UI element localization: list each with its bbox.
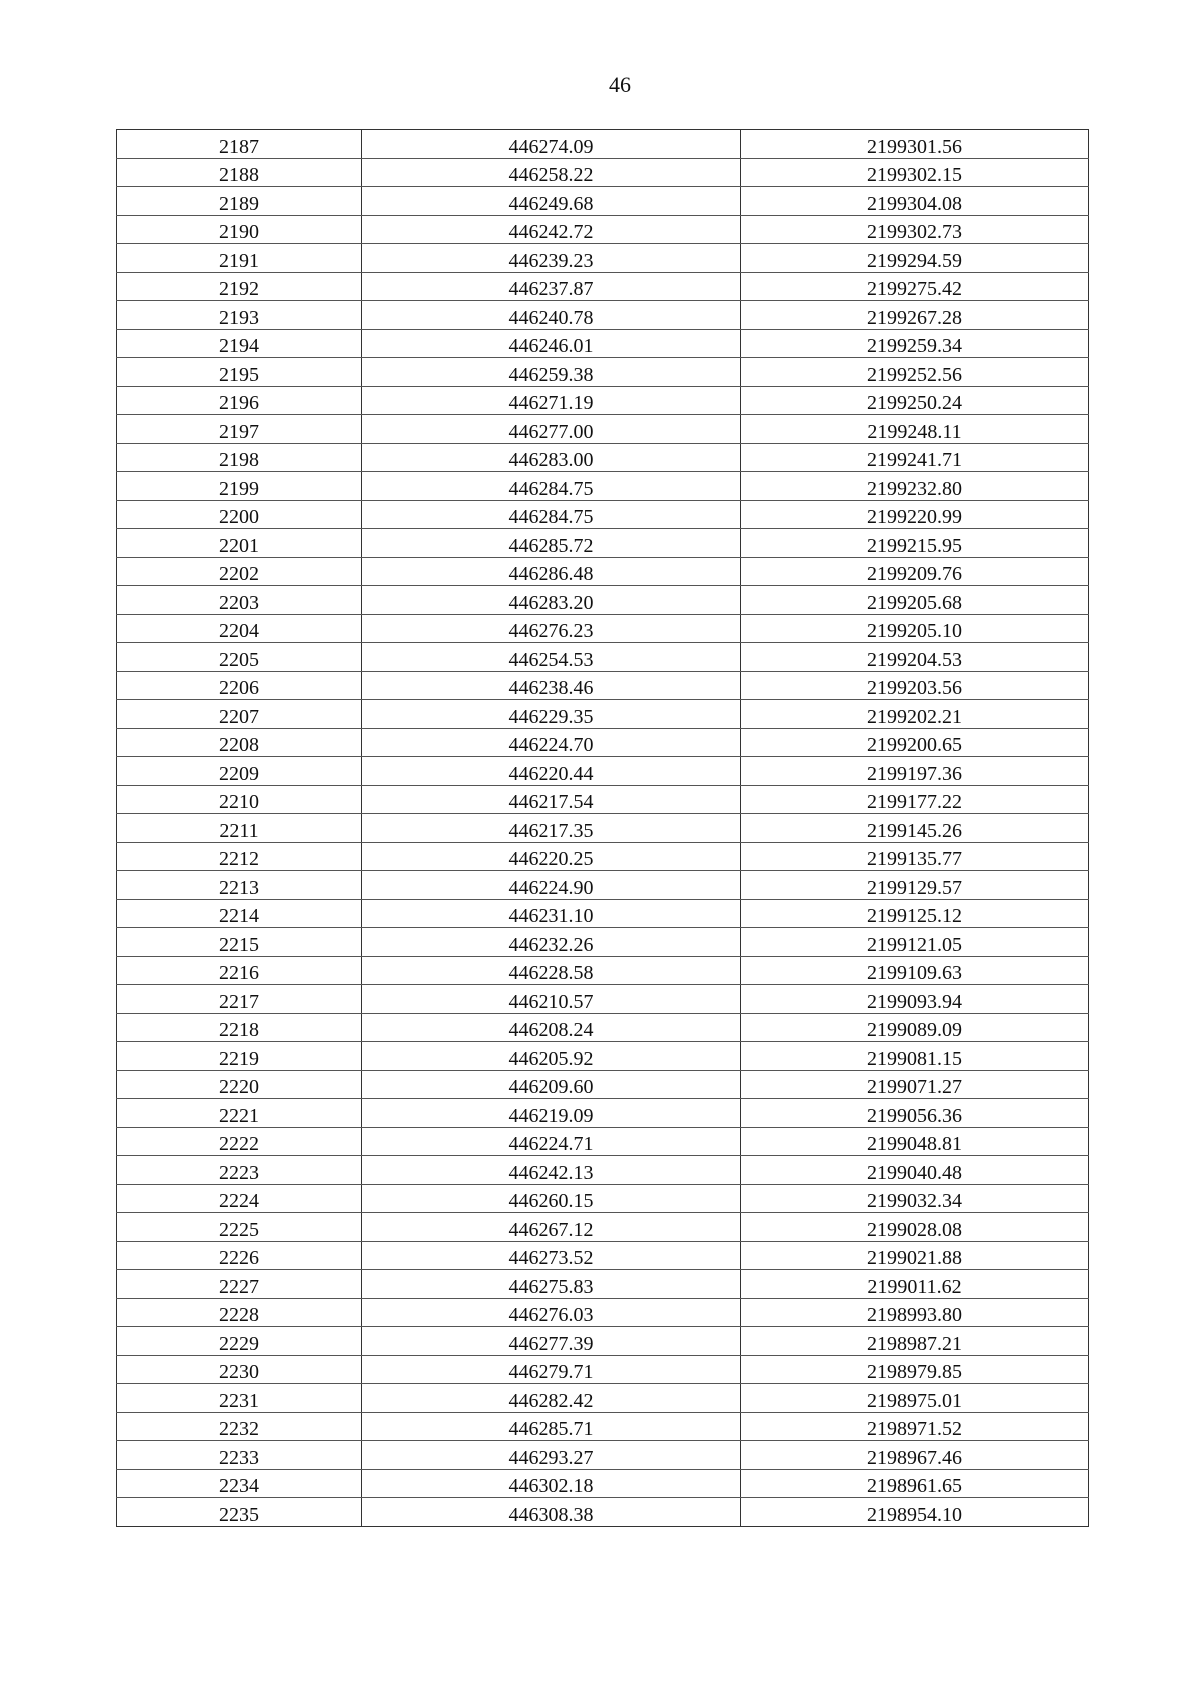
x-coordinate-cell: 446219.09 — [362, 1099, 741, 1128]
point-number-cell: 2211 — [117, 814, 362, 843]
y-coordinate-cell: 2199205.68 — [741, 586, 1089, 615]
y-coordinate-cell: 2198993.80 — [741, 1298, 1089, 1327]
y-coordinate-cell: 2199056.36 — [741, 1099, 1089, 1128]
table-row — [117, 1042, 1089, 1071]
table-row — [117, 1156, 1089, 1185]
y-coordinate-cell: 2199200.65 — [741, 728, 1089, 757]
point-number-cell: 2189 — [117, 187, 362, 216]
x-coordinate-cell: 446259.38 — [362, 358, 741, 387]
x-coordinate-cell: 446273.52 — [362, 1241, 741, 1270]
x-coordinate-cell: 446282.42 — [362, 1384, 741, 1413]
point-number-cell: 2226 — [117, 1241, 362, 1270]
x-coordinate-cell: 446217.35 — [362, 814, 741, 843]
table-row — [117, 529, 1089, 558]
y-coordinate-cell: 2199202.21 — [741, 700, 1089, 729]
x-coordinate-cell: 446240.78 — [362, 301, 741, 330]
x-coordinate-cell: 446242.13 — [362, 1156, 741, 1185]
x-coordinate-cell: 446276.03 — [362, 1298, 741, 1327]
point-number-cell: 2221 — [117, 1099, 362, 1128]
table-row — [117, 1070, 1089, 1099]
table-row — [117, 643, 1089, 672]
x-coordinate-cell: 446284.75 — [362, 472, 741, 501]
x-coordinate-cell: 446205.92 — [362, 1042, 741, 1071]
point-number-cell: 2190 — [117, 215, 362, 244]
x-coordinate-cell: 446209.60 — [362, 1070, 741, 1099]
x-coordinate-cell: 446293.27 — [362, 1441, 741, 1470]
table-row — [117, 785, 1089, 814]
table-row — [117, 899, 1089, 928]
y-coordinate-cell: 2199302.15 — [741, 158, 1089, 187]
point-number-cell: 2201 — [117, 529, 362, 558]
point-number-cell: 2233 — [117, 1441, 362, 1470]
point-number-cell: 2220 — [117, 1070, 362, 1099]
table-row — [117, 130, 1089, 159]
point-number-cell: 2206 — [117, 671, 362, 700]
table-row — [117, 871, 1089, 900]
point-number-cell: 2199 — [117, 472, 362, 501]
table-row — [117, 728, 1089, 757]
table-row — [117, 1441, 1089, 1470]
x-coordinate-cell: 446249.68 — [362, 187, 741, 216]
x-coordinate-cell: 446260.15 — [362, 1184, 741, 1213]
table-row — [117, 158, 1089, 187]
x-coordinate-cell: 446208.24 — [362, 1013, 741, 1042]
y-coordinate-cell: 2199048.81 — [741, 1127, 1089, 1156]
x-coordinate-cell: 446302.18 — [362, 1469, 741, 1498]
table-row — [117, 1241, 1089, 1270]
point-number-cell: 2202 — [117, 557, 362, 586]
point-number-cell: 2198 — [117, 443, 362, 472]
table-row — [117, 757, 1089, 786]
y-coordinate-cell: 2199259.34 — [741, 329, 1089, 358]
point-number-cell: 2222 — [117, 1127, 362, 1156]
x-coordinate-cell: 446283.20 — [362, 586, 741, 615]
x-coordinate-cell: 446283.00 — [362, 443, 741, 472]
y-coordinate-cell: 2199252.56 — [741, 358, 1089, 387]
table-row — [117, 187, 1089, 216]
y-coordinate-cell: 2199135.77 — [741, 842, 1089, 871]
point-number-cell: 2227 — [117, 1270, 362, 1299]
x-coordinate-cell: 446275.83 — [362, 1270, 741, 1299]
y-coordinate-cell: 2199081.15 — [741, 1042, 1089, 1071]
table-row — [117, 1013, 1089, 1042]
table-row — [117, 1498, 1089, 1527]
y-coordinate-cell: 2199021.88 — [741, 1241, 1089, 1270]
x-coordinate-cell: 446232.26 — [362, 928, 741, 957]
x-coordinate-cell: 446271.19 — [362, 386, 741, 415]
coordinates-table-body — [117, 130, 1089, 1527]
x-coordinate-cell: 446220.44 — [362, 757, 741, 786]
table-row — [117, 386, 1089, 415]
point-number-cell: 2215 — [117, 928, 362, 957]
table-row — [117, 1127, 1089, 1156]
y-coordinate-cell: 2198975.01 — [741, 1384, 1089, 1413]
point-number-cell: 2216 — [117, 956, 362, 985]
y-coordinate-cell: 2199301.56 — [741, 130, 1089, 159]
point-number-cell: 2195 — [117, 358, 362, 387]
point-number-cell: 2231 — [117, 1384, 362, 1413]
x-coordinate-cell: 446220.25 — [362, 842, 741, 871]
point-number-cell: 2212 — [117, 842, 362, 871]
x-coordinate-cell: 446267.12 — [362, 1213, 741, 1242]
y-coordinate-cell: 2198971.52 — [741, 1412, 1089, 1441]
y-coordinate-cell: 2199089.09 — [741, 1013, 1089, 1042]
y-coordinate-cell: 2199071.27 — [741, 1070, 1089, 1099]
table-row — [117, 1213, 1089, 1242]
point-number-cell: 2200 — [117, 500, 362, 529]
point-number-cell: 2223 — [117, 1156, 362, 1185]
table-row — [117, 1469, 1089, 1498]
table-row — [117, 358, 1089, 387]
x-coordinate-cell: 446242.72 — [362, 215, 741, 244]
y-coordinate-cell: 2199204.53 — [741, 643, 1089, 672]
x-coordinate-cell: 446238.46 — [362, 671, 741, 700]
coordinates-table — [116, 129, 1089, 1527]
y-coordinate-cell: 2199093.94 — [741, 985, 1089, 1014]
y-coordinate-cell: 2199145.26 — [741, 814, 1089, 843]
point-number-cell: 2208 — [117, 728, 362, 757]
y-coordinate-cell: 2199032.34 — [741, 1184, 1089, 1213]
y-coordinate-cell: 2199121.05 — [741, 928, 1089, 957]
x-coordinate-cell: 446228.58 — [362, 956, 741, 985]
point-number-cell: 2203 — [117, 586, 362, 615]
y-coordinate-cell: 2198967.46 — [741, 1441, 1089, 1470]
x-coordinate-cell: 446279.71 — [362, 1355, 741, 1384]
table-row — [117, 671, 1089, 700]
point-number-cell: 2218 — [117, 1013, 362, 1042]
table-row — [117, 472, 1089, 501]
table-row — [117, 1099, 1089, 1128]
x-coordinate-cell: 446254.53 — [362, 643, 741, 672]
table-row — [117, 1327, 1089, 1356]
table-row — [117, 1355, 1089, 1384]
table-row — [117, 814, 1089, 843]
table-row — [117, 1184, 1089, 1213]
y-coordinate-cell: 2199197.36 — [741, 757, 1089, 786]
table-row — [117, 443, 1089, 472]
x-coordinate-cell: 446217.54 — [362, 785, 741, 814]
y-coordinate-cell: 2198961.65 — [741, 1469, 1089, 1498]
y-coordinate-cell: 2199220.99 — [741, 500, 1089, 529]
x-coordinate-cell: 446277.39 — [362, 1327, 741, 1356]
point-number-cell: 2207 — [117, 700, 362, 729]
y-coordinate-cell: 2199215.95 — [741, 529, 1089, 558]
table-row — [117, 842, 1089, 871]
x-coordinate-cell: 446237.87 — [362, 272, 741, 301]
point-number-cell: 2232 — [117, 1412, 362, 1441]
y-coordinate-cell: 2199250.24 — [741, 386, 1089, 415]
point-number-cell: 2225 — [117, 1213, 362, 1242]
y-coordinate-cell: 2199028.08 — [741, 1213, 1089, 1242]
x-coordinate-cell: 446224.70 — [362, 728, 741, 757]
x-coordinate-cell: 446277.00 — [362, 415, 741, 444]
point-number-cell: 2230 — [117, 1355, 362, 1384]
table-row — [117, 244, 1089, 273]
y-coordinate-cell: 2199304.08 — [741, 187, 1089, 216]
point-number-cell: 2210 — [117, 785, 362, 814]
table-row — [117, 586, 1089, 615]
table-row — [117, 985, 1089, 1014]
x-coordinate-cell: 446210.57 — [362, 985, 741, 1014]
point-number-cell: 2228 — [117, 1298, 362, 1327]
y-coordinate-cell: 2199232.80 — [741, 472, 1089, 501]
y-coordinate-cell: 2199294.59 — [741, 244, 1089, 273]
y-coordinate-cell: 2199011.62 — [741, 1270, 1089, 1299]
table-row — [117, 215, 1089, 244]
x-coordinate-cell: 446276.23 — [362, 614, 741, 643]
point-number-cell: 2224 — [117, 1184, 362, 1213]
y-coordinate-cell: 2199129.57 — [741, 871, 1089, 900]
x-coordinate-cell: 446229.35 — [362, 700, 741, 729]
point-number-cell: 2229 — [117, 1327, 362, 1356]
point-number-cell: 2235 — [117, 1498, 362, 1527]
y-coordinate-cell: 2198954.10 — [741, 1498, 1089, 1527]
x-coordinate-cell: 446308.38 — [362, 1498, 741, 1527]
y-coordinate-cell: 2199267.28 — [741, 301, 1089, 330]
point-number-cell: 2191 — [117, 244, 362, 273]
point-number-cell: 2193 — [117, 301, 362, 330]
y-coordinate-cell: 2199209.76 — [741, 557, 1089, 586]
table-row — [117, 500, 1089, 529]
table-row — [117, 614, 1089, 643]
table-row — [117, 329, 1089, 358]
x-coordinate-cell: 446224.71 — [362, 1127, 741, 1156]
point-number-cell: 2187 — [117, 130, 362, 159]
point-number-cell: 2209 — [117, 757, 362, 786]
point-number-cell: 2204 — [117, 614, 362, 643]
x-coordinate-cell: 446284.75 — [362, 500, 741, 529]
y-coordinate-cell: 2199125.12 — [741, 899, 1089, 928]
table-row — [117, 1412, 1089, 1441]
point-number-cell: 2217 — [117, 985, 362, 1014]
x-coordinate-cell: 446285.72 — [362, 529, 741, 558]
x-coordinate-cell: 446258.22 — [362, 158, 741, 187]
x-coordinate-cell: 446239.23 — [362, 244, 741, 273]
table-row — [117, 557, 1089, 586]
x-coordinate-cell: 446274.09 — [362, 130, 741, 159]
y-coordinate-cell: 2199177.22 — [741, 785, 1089, 814]
point-number-cell: 2188 — [117, 158, 362, 187]
table-row — [117, 272, 1089, 301]
page-number: 46 — [609, 72, 631, 97]
point-number-cell: 2219 — [117, 1042, 362, 1071]
table-row — [117, 301, 1089, 330]
y-coordinate-cell: 2199203.56 — [741, 671, 1089, 700]
y-coordinate-cell: 2199248.11 — [741, 415, 1089, 444]
point-number-cell: 2213 — [117, 871, 362, 900]
y-coordinate-cell: 2199205.10 — [741, 614, 1089, 643]
point-number-cell: 2197 — [117, 415, 362, 444]
table-row — [117, 1298, 1089, 1327]
y-coordinate-cell: 2198987.21 — [741, 1327, 1089, 1356]
table-row — [117, 928, 1089, 957]
point-number-cell: 2205 — [117, 643, 362, 672]
y-coordinate-cell: 2199241.71 — [741, 443, 1089, 472]
y-coordinate-cell: 2199302.73 — [741, 215, 1089, 244]
point-number-cell: 2214 — [117, 899, 362, 928]
table-row — [117, 956, 1089, 985]
point-number-cell: 2196 — [117, 386, 362, 415]
table-row — [117, 1384, 1089, 1413]
y-coordinate-cell: 2198979.85 — [741, 1355, 1089, 1384]
table-row — [117, 415, 1089, 444]
x-coordinate-cell: 446286.48 — [362, 557, 741, 586]
x-coordinate-cell: 446246.01 — [362, 329, 741, 358]
point-number-cell: 2234 — [117, 1469, 362, 1498]
y-coordinate-cell: 2199109.63 — [741, 956, 1089, 985]
table-row — [117, 700, 1089, 729]
table-row — [117, 1270, 1089, 1299]
y-coordinate-cell: 2199040.48 — [741, 1156, 1089, 1185]
x-coordinate-cell: 446231.10 — [362, 899, 741, 928]
x-coordinate-cell: 446285.71 — [362, 1412, 741, 1441]
x-coordinate-cell: 446224.90 — [362, 871, 741, 900]
point-number-cell: 2194 — [117, 329, 362, 358]
point-number-cell: 2192 — [117, 272, 362, 301]
y-coordinate-cell: 2199275.42 — [741, 272, 1089, 301]
